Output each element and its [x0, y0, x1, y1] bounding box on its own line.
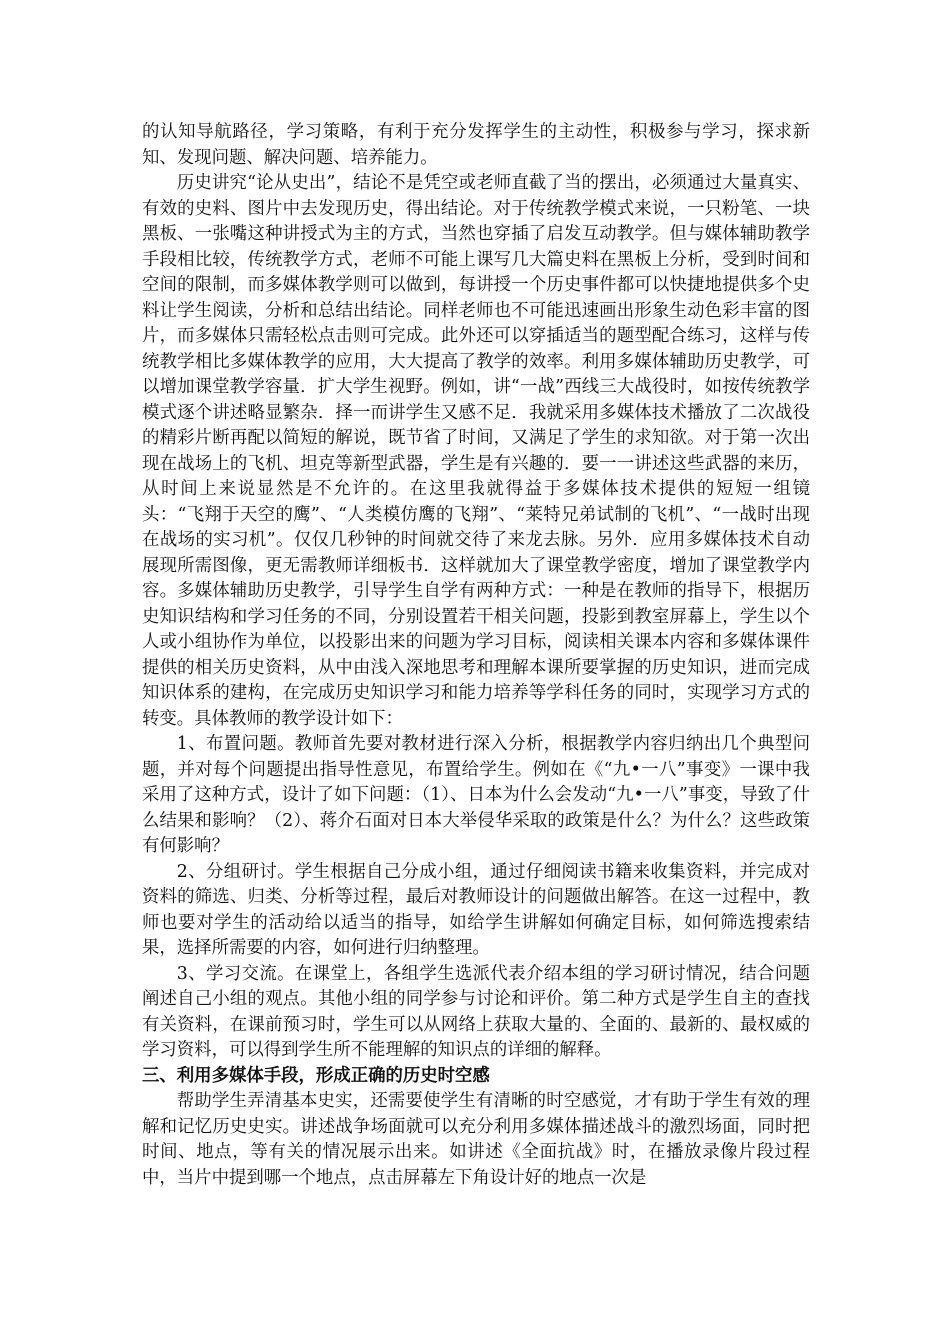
- paragraph-step-2: 2、分组研讨。学生根据自己分成小组，通过仔细阅读书籍来收集资料，并完成对资料的筛选、归类、分析等过程，最后对教师设计的问题做出解答。在这一过程中，教师也要对学生的活动给以适当的指导，如给学生讲解如何确定目标，如何筛选搜索结果，选择所需要的内容，如何进行归纳整理。: [142, 861, 810, 958]
- section-heading: 三、利用多媒体手段，形成正确的历史时空感: [142, 1065, 490, 1086]
- paragraph-step-1: 1、布置问题。教师首先要对教材进行深入分析，根据教学内容归纳出几个典型问题，并对每个问题提出指导性意见，布置给学生。例如在《“九•一八”事变》一课中我采用了这种方式，设计了如下问题：（1）、日本为什么会发动“九•一八”事变，导致了什么结果和影响？（2）、蒋介石面对日本大举侵华采取的政策是什么？为什么？这些政策有何影响？: [142, 734, 810, 856]
- document-page: [142, 120, 810, 1191]
- paragraph-continuation: 的认知导航路径，学习策略，有利于充分发挥学生的主动性，积极参与学习，探求新知、发现问题、解决问题、培养能力。: [142, 122, 810, 168]
- paragraph-history-evidence: 历史讲究“论从史出”，结论不是凭空或老师直截了当的摆出，必须通过大量真实、有效的史料、图片中去发现历史，得出结论。对于传统教学模式来说，一只粉笔、一块黑板、一张嘴这种讲授式为主的方式，当然也穿插了启发互动教学。但与媒体辅助教学手段相比较，传统教学方式，老师不可能上课写几大篇史料在黑板上分析，受到时间和空间的限制，而多媒体教学则可以做到，每讲授一个历史事件都可以快捷地提供多个史料让学生阅读，分析和总结出结论。同样老师也不可能迅速画出形象生动色彩丰富的图片，而多媒体只需轻松点击则可完成。此外还可以穿插适当的题型配合练习，这样与传统教学相比多媒体教学的应用，大大提高了教学的效率。利用多媒体辅助历史教学，可以增加课堂教学容量．扩大学生视野。例如，讲“一战”西线三大战役时，如按传统教学模式逐个讲述略显繁杂．择一而讲学生又感不足．我就采用多媒体技术播放了二次战役的精彩片断再配以简短的解说，既节省了时间，又满足了学生的求知欲。对于第一次出现在战场上的飞机、坦克等新型武器，学生是有兴趣的．要一一讲述这些武器的来历，从时间上来说显然是不允许的。在这里我就得益于多媒体技术提供的短短一组镜头：“飞翔于天空的鹰”、“人类模仿鹰的飞翔”、“莱特兄弟试制的飞机”、“一战时出现在战场的实习机”。仅仅几秒钟的时间就交待了来龙去脉。另外．应用多媒体技术自动展现所需图像，更无需教师详细板书．这样就加大了课堂教学密度，增加了课堂教学内容。多媒体辅助历史教学，引导学生自学有两种方式：一种是在教师的指导下，根据历史知识结构和学习任务的不同，分别设置若干相关问题，投影到教室屏幕上，学生以个人或小组协作为单位，以投影出来的问题为学习目标，阅读相关课本内容和多媒体课件提供的相关历史资料，从中由浅入深地思考和理解本课所要掌握的历史知识，进而完成知识体系的建构，在完成历史知识学习和能力培养等学科任务的同时，实现学习方式的转变。具体教师的教学设计如下：: [142, 173, 810, 729]
- paragraph-spacetime: 帮助学生弄清基本史实，还需要使学生有清晰的时空感觉，才有助于学生有效的理解和记忆历史史实。讲述战争场面就可以充分利用多媒体描述战斗的激烈场面，同时把时间、地点，等有关的情况展示出来。如讲述《全面抗战》时，在播放录像片段过程中，当片中提到哪一个地点，点击屏幕左下角设计好的地点一次是: [142, 1091, 810, 1188]
- paragraph-step-3: 3、学习交流。在课堂上，各组学生选派代表介绍本组的学习研讨情况，结合问题阐述自己小组的观点。其他小组的同学参与讨论和评价。第二种方式是学生自主的查找有关资料，在课前预习时，学生可以从网络上获取大量的、全面的、最新的、最权威的学习资料，可以得到学生所不能理解的知识点的详细的解释。: [142, 963, 810, 1060]
